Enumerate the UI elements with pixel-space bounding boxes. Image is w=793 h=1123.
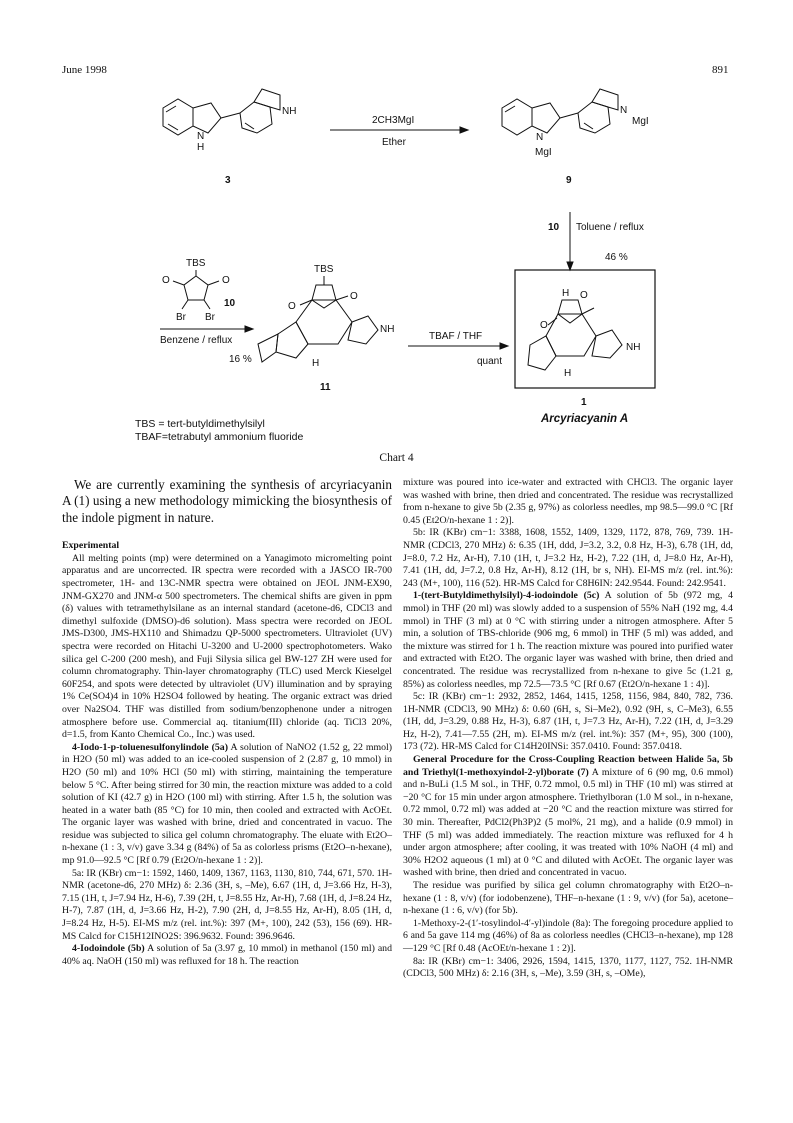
intro-paragraph: We are currently examining the synthesis of arcyriacyanin A (1) using a new methodology mimicking the biosynthesis of the indole pigment in nature.	[62, 477, 392, 525]
atom-o: O	[222, 275, 230, 286]
compound-5b-heading: 4-Iodoindole (5b)	[72, 943, 145, 955]
atom-h: H	[312, 358, 320, 369]
atom-tbs: TBS	[314, 264, 334, 275]
chart-caption: Chart 4	[379, 452, 414, 464]
compound-8a-procedure: 1-Methoxy-2-(1′-tosylindol-4′-yl)indole (8a): The foregoing procedure applied to 6 and 5a gave 114 mg (46%) of 8a as colorless needles (CHCl3–n-hexane), mp 128—129 °C [Rf 0.48 (AcOEt/n-hexane 1 : 2)].	[403, 917, 733, 954]
experimental-heading: Experimental	[62, 540, 120, 552]
atom-h: H	[562, 288, 570, 299]
condition-benzene-reflux: Benzene / reflux	[160, 335, 233, 346]
scheme-footnotes	[135, 418, 303, 444]
compound-5c-data: 5c: IR (KBr) cm−1: 2932, 2852, 1464, 1415, 1258, 1156, 984, 840, 782, 736. 1H-NMR (CDCl3, 90 MHz) δ: 0.60 (6H, s, Si–Me2), 0.92 (9H, s, C–Me3), 6.55 (1H, dd, J=3.29, 0.88 Hz, H-3), 6.87 (1H, t, J=7.3 Hz, Ar-H), 7.22 (1H, d, J=3.29 Hz, H-2), 7.41—7.55 (2H, m). EI-MS m/z (rel. int.%): 357 (M+, 95), 300 (100), 173 (72). HR-MS Calcd for C14H20INSi: 357.0410. Found: 357.0418.	[403, 691, 733, 753]
atom-br: Br	[205, 312, 215, 323]
atom-nh: NH	[626, 342, 641, 353]
compound-5c-procedure: A solution of 5b (972 mg, 4 mmol) in THF (20 ml) was slowly added to a suspension of 55% NaH (192 mg, 4.4 mmol) in THF (3 ml) at 0 °C with stirring under a nitrogen atmosphere. After 5 min, a solution of TBS-chloride (906 mg, 6 mmol) in THF (5 ml) was added, and the mixture was stirred for 1 h. The reaction mixture was poured into purified water and extracted with Et2O. The organic layer was washed with brine, then dried and concentrated. The residue was recrystallized from n-hexane to give 5c (1.21 g, 85%) as colorless needles, mp 72.5—73.5 °C [Rf 0.67 (Et2O/n-hexane 1 : 4)].	[403, 590, 733, 690]
cross-coupling-heading: General Procedure for the Cross-Coupling Reaction between Halide 5a, 5b and Triethyl(1-methoxyindol-2-yl)borate (7)	[403, 754, 733, 778]
atom-mgi: MgI	[535, 147, 552, 158]
yield-46: 46 %	[605, 252, 628, 263]
compound-label-11: 11	[320, 382, 331, 393]
atom-nh: NH	[380, 324, 395, 335]
reagent-tbaf: TBAF / THF	[429, 331, 483, 342]
compound-8a-data: 8a: IR (KBr) cm−1: 3406, 2926, 1594, 1415, 1370, 1177, 1127, 752. 1H-NMR (CDCl3, 500 MHz) δ: 2.16 (3H, s, –Me), 3.59 (3H, s, –OMe),	[403, 955, 733, 980]
compound-5b-procedure: A solution of 5a (3.97 g, 10 mmol) in methanol (150 ml) and 40% aq. NaOH (150 ml) was refluxed for 18 h. The reaction	[62, 943, 392, 967]
compound-9-structure	[502, 89, 618, 135]
reagent-grignard: 2CH3MgI	[372, 115, 415, 126]
yield-quant: quant	[477, 356, 503, 367]
compound-5b-procedure-cont: mixture was poured into ice-water and extracted with CHCl3. The organic layer was washed with brine, then dried and concentrated. The residue was recrystallized from n-hexane to give 5b (2.35 g, 97%) as colorless needles, mp 98.5—99.0 °C [Rf 0.45 (Et2O/n-hexane 1 : 2)].	[403, 477, 733, 526]
atom-o: O	[540, 320, 548, 331]
arrow-head	[460, 127, 468, 133]
running-header-date: June 1998	[62, 64, 107, 76]
compound-3-structure	[163, 89, 280, 135]
atom-n: N	[620, 105, 628, 116]
atom-nh: NH	[282, 106, 297, 117]
atom-o: O	[162, 275, 170, 286]
atom-mgi: MgI	[632, 116, 649, 127]
reagent-10-label: 10	[548, 222, 560, 233]
left-column	[62, 477, 392, 968]
arrow-head	[500, 343, 508, 349]
note-tbs: TBS = tert-butyldimethylsilyl	[135, 418, 265, 430]
condition-toluene-reflux: Toluene / reflux	[576, 222, 644, 233]
atom-n: N	[536, 132, 544, 143]
general-methods-paragraph: All melting points (mp) were determined on a Yanagimoto micromelting point apparatus and are uncorrected. IR spectra were recorded with a JASCO IR-700 spectrometer, 1H- and 13C-NMR spectra were obtained on JEOL JNM-EX90, JNM-GX270 and JNM-α 500 spectrometers. The chemical shifts are given in ppm (δ) values with tetramethylsilane as an internal standard (acetone-d6, CDCl3 and dimethyl sulfoxide (DMSO)-d6 solution). Mass spectra were recorded on JEOL JMS-D300, JMS-HX110 and Shimadzu QP-5000 spectrometers. Ultraviolet (UV) spectra were recorded on Hitachi U-3200 and U-2000 spectrophotometers. Wako silica gel C-200 (200 mesh), and Fuji Silysia silica gel BW-127 ZH were used for column chromatography. Thin-layer chromatography (TLC) used Merck Kieselgel 60F254, and spots were detected by ultraviolet (UV) illumination and by spraying 1% Ce(SO4)4 in 10% H2SO4 followed by heating. The organic extract was dried over Na2SO4. THF was distilled from sodium/benzophenone under a nitrogen atmosphere before use. Commercial aq. titanium(III) chloride (aq. TiCl3 20%, d=1.5, from Kanto Chemical Co., Inc.) was used.	[62, 552, 392, 741]
cross-coupling-procedure: A mixture of 6 (90 mg, 0.6 mmol) and n-BuLi (1.5 M sol., in THF, 0.72 mmol, 0.5 ml) in THF (10 ml) was stirred at −20 °C for 15 min under argon atmosphere. Triethylboran (1.0 M sol., in n-hexane, 0.72 mmol, 0.72 ml) was added at −20 °C and the reaction mixture was stirred for 30 min. Thereafter, PdCl2(Ph3P)2 (5 mol%, 21 mg), and a halide (0.9 mmol) in THF (5 ml) was added immediately. The reaction mixture was refluxed for 4 h under argon atmosphere; after cooling, it was treated with 10% NaOH (4 ml) and 30% H2O2 aqueous (1 ml) at 0 °C and diluted with AcOEt. The organic layer was washed with brine, then dried and concentrated in vacuo.	[403, 766, 733, 879]
compound-5c-heading: 1-(tert-Butyldimethylsilyl)-4-iodoindole (5c)	[413, 590, 600, 602]
compound-label-1: 1	[581, 397, 587, 408]
atom-tbs: TBS	[186, 258, 206, 269]
compound-5a-heading: 4-Iodo-1-p-toluenesulfonylindole (5a)	[72, 741, 228, 753]
compound-10-structure	[173, 270, 219, 309]
atom-o: O	[350, 291, 358, 302]
chart-4-scheme	[0, 0, 793, 470]
compound-1-structure	[528, 300, 622, 370]
compound-5b-data: 5b: IR (KBr) cm−1: 3388, 1608, 1552, 1409, 1329, 1172, 878, 769, 739. 1H-NMR (CDCl3, 270 MHz) δ: 6.35 (1H, ddd, J=3.2, 3.2, 0.8 Hz, H-3), 6.78 (1H, dd, J=8.0, 7.2 Hz, Ar-H), 7.10 (1H, t, J=3.2 Hz, H-2), 7.22 (1H, d, J=8.0 Hz, Ar-H), 7.41 (1H, dd, J=7.2, 0.8 Hz, Ar-H), 8.12 (1H, br s, NH). EI-MS m/z (rel. int.%): 243 (M+, 100), 116 (52). HR-MS Calcd for C8H6IN: 242.9544. Found: 242.9541.	[403, 527, 733, 589]
compound-label-9: 9	[566, 175, 572, 186]
atom-h: H	[564, 368, 572, 379]
purification-paragraph: The residue was purified by silica gel column chromatography with Et2O–n-hexane (1 : 8, v/v) (for iodobenzene), THF–n-hexane (1 : 9, v/v) (for 5a), acetone–n-hexane (1 : 6, v/v) (for 5b).	[403, 880, 733, 917]
solvent-ether: Ether	[382, 137, 406, 148]
compound-5a-data: 5a: IR (KBr) cm−1: 1592, 1460, 1409, 1367, 1163, 1130, 810, 744, 671, 570. 1H-NMR (acetone-d6, 270 MHz) δ: 2.36 (3H, s, –Me), 6.67 (1H, d, J=3.66 Hz, H-3), 7.15 (1H, t, J=7.94 Hz, H-6), 7.39 (2H, t, J=8.55 Hz, Ar-H), 7.68 (1H, d, J=8.24 Hz, H-7), 7.87 (1H, d, J=3.66 Hz, H-2), 7.90 (2H, d, J=8.55 Hz, Ar-H), 8.05 (1H, d, J=8.24 Hz, H-5). EI-MS m/z (rel. int.%): 397 (M+, 100), 242 (53), 156 (69). HR-MS Calcd for C15H12INO2S: 396.9632. Found: 396.9646.	[62, 867, 392, 942]
reagent-10-label: 10	[224, 298, 236, 309]
right-column	[403, 477, 733, 981]
page-number: 891	[712, 64, 729, 76]
atom-h: H	[197, 142, 205, 153]
compound-11-structure	[258, 276, 378, 362]
compound-5a-procedure: A solution of NaNO2 (1.52 g, 22 mmol) in H2O (50 ml) was added to an ice-cooled suspension of 2 (2.87 g, 10 mmol) in H2O (50 ml) and 10% HCl (50 ml) with stirring, maintaining the temperature below 5 °C. After being stirred for 30 min, the reaction mixture was added to a cold solution of KI (42.7 g) in H2O (100 ml) with stirring. After 1.5 h, the solution was heated in a water bath (85 °C) for 10 min, then cooled and extracted with AcOEt. The organic layer was washed with brine, dried and concentrated in vacuo. The residue was subjected to silica gel column chromatography. The eluate with Et2O–n-hexane (1 : 3, v/v) gave 3.34 g (84%) of 5a as colorless prisms (Et2O–n-hexane), mp 91.0—92.5 °C [Rf 0.79 (Et2O/n-hexane 1 : 2)].	[62, 741, 393, 867]
compound-label-3: 3	[225, 175, 231, 186]
note-tbaf: TBAF=tetrabutyl ammonium fluoride	[135, 431, 304, 443]
atom-br: Br	[176, 312, 186, 323]
product-box	[515, 270, 655, 388]
yield-16: 16 %	[229, 354, 252, 365]
atom-n: N	[197, 131, 205, 142]
arrow-head	[567, 262, 573, 270]
atom-o: O	[288, 301, 296, 312]
product-name: Arcyriacyanin A	[541, 413, 629, 425]
arrow-head	[245, 326, 253, 332]
atom-o: O	[580, 290, 588, 301]
